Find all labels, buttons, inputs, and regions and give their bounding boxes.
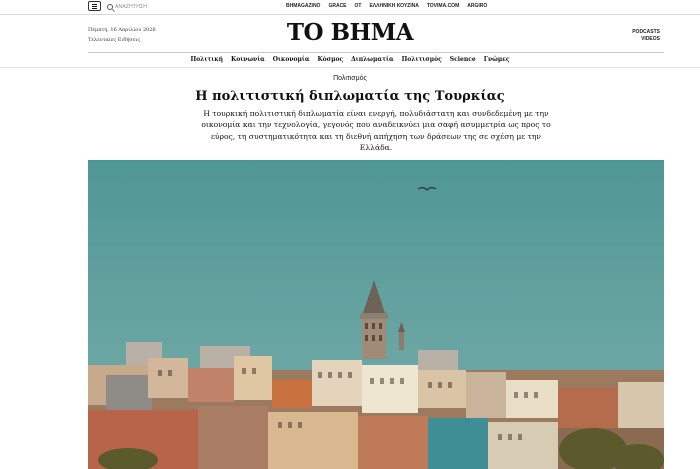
site-logo[interactable]: ΤΟ ΒΗΜΑ [286, 19, 414, 46]
partner-links [286, 3, 487, 9]
article-category[interactable]: Πολιτισμός [333, 75, 367, 82]
nav-item-koinonia[interactable]: Κοινωνία [231, 56, 265, 63]
divider [0, 67, 700, 68]
masthead [0, 16, 700, 52]
media-links [632, 29, 660, 43]
toplink-argiro[interactable]: ARGIRO [467, 3, 488, 9]
divider [0, 14, 700, 15]
current-date: Πέμπτη, 16 Απριλίου 2026 [88, 27, 156, 33]
search-label: ΑΝΑΖΗΤΗΣΗ [115, 3, 148, 10]
menu-icon[interactable] [88, 1, 101, 11]
nav-item-gnomes[interactable]: Γνώμες [483, 56, 510, 63]
nav-item-politismos[interactable]: Πολιτισμός [401, 56, 442, 63]
nav-item-politiki[interactable]: Πολιτική [190, 56, 224, 63]
article-lede: Η τουρκική πολιτιστική διπλωματία είναι ενεργή, πολυδιάστατη και συνδεδεμένη με την οικονομία και την τεχνολογία, γεγονός που αναδεικνύει μια σαφή ασυμμετρία ως προς το εύρος, τη συστηματικότητα και τη διεθνή απήχηση των δράσεων της σε σχέση με την Ελλάδα. [201, 109, 551, 152]
toplink-tovima[interactable]: TOVIMA.COM [426, 3, 460, 9]
divider [88, 52, 664, 53]
latest-news-link[interactable]: Τελευταίες Ειδήσεις [88, 37, 141, 43]
article-headline: Η πολιτιστική διπλωματία της Τουρκίας [195, 89, 505, 104]
skyline-illustration [88, 160, 664, 469]
nav-item-diplomatia[interactable]: Διπλωματία [351, 56, 394, 63]
toplink-bimagazino[interactable]: ΒΗΜΑGAZINO [286, 3, 321, 9]
nav-item-science[interactable]: Science [449, 56, 476, 63]
utility-bar [0, 0, 700, 14]
toplink-ot[interactable]: OT [354, 3, 362, 9]
toplink-elliniki-kouzina[interactable]: ΕΛΛΗΝΙΚΗ ΚΟΥΖΙΝΑ [369, 3, 419, 9]
nav-item-kosmos[interactable]: Κόσμος [317, 56, 344, 63]
nav-item-oikonomia[interactable]: Οικονομία [272, 56, 310, 63]
hero-image [88, 160, 664, 469]
search-icon [107, 4, 113, 10]
main-nav [0, 54, 700, 66]
videos-link[interactable]: VIDEOS [641, 36, 660, 42]
search-button[interactable] [107, 2, 147, 11]
podcasts-link[interactable]: PODCASTS [632, 29, 660, 35]
toplink-grace[interactable]: GRACE [328, 3, 347, 9]
